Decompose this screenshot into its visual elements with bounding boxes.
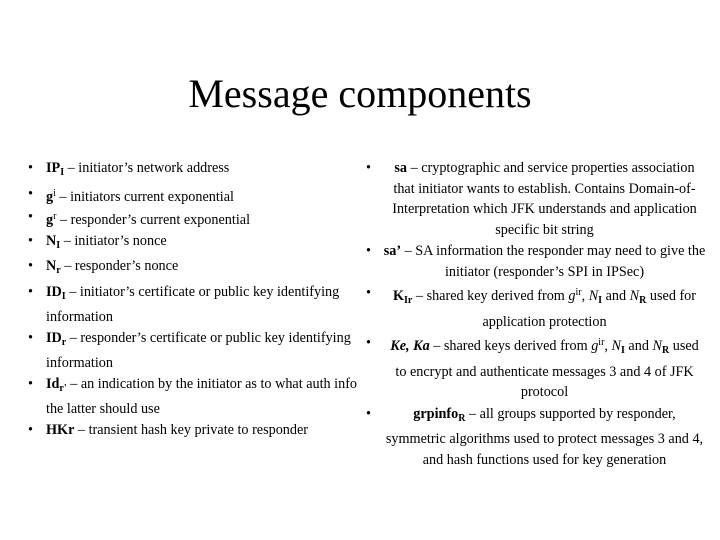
term: K xyxy=(392,288,405,304)
description: – shared keys derived from xyxy=(429,338,592,354)
term: ID xyxy=(46,329,62,346)
term-subscript: r' xyxy=(59,382,67,394)
term: sa’ xyxy=(383,243,402,259)
term: g xyxy=(46,212,54,228)
description: used for application protection xyxy=(482,288,697,330)
bullet-icon: • xyxy=(366,160,371,176)
term-subscript: R xyxy=(458,412,466,424)
term-superscript: r xyxy=(53,211,57,222)
list-item xyxy=(28,282,358,328)
separator: , xyxy=(604,338,612,354)
left-bullet-list xyxy=(28,158,358,440)
description: – initiators current exponential xyxy=(55,188,234,205)
bullet-icon: • xyxy=(28,375,33,392)
description: – responder’s certificate or public key identifying information xyxy=(46,329,351,371)
term-subscript: I xyxy=(61,290,66,302)
term: g xyxy=(46,188,54,205)
math-subscript: I xyxy=(598,295,603,306)
description: used to encrypt and authenticate messages 3 and 4 of JFK protocol xyxy=(395,338,699,400)
list-item xyxy=(366,404,706,471)
bullet-icon: • xyxy=(28,232,33,249)
description: – responder’s current exponential xyxy=(56,212,251,228)
term: HKr xyxy=(46,421,75,438)
math-g: g xyxy=(591,338,599,354)
math-superscript: ir xyxy=(598,337,605,348)
bullet-icon: • xyxy=(28,283,33,300)
conjunction: and xyxy=(602,288,630,304)
bullet-icon: • xyxy=(366,405,371,422)
math-nonce: N xyxy=(611,338,621,354)
term-superscript: i xyxy=(53,187,56,199)
description: – transient hash key private to responder xyxy=(74,421,309,438)
math-subscript: I xyxy=(620,345,625,356)
list-item xyxy=(366,158,706,240)
slide-title: Message components xyxy=(188,71,532,116)
list-item xyxy=(366,283,706,332)
description: – all groups supported by responder, symmetric algorithms used to protect messages 3 and 4, and hash functions used for key generation xyxy=(385,405,704,468)
description: – initiator’s nonce xyxy=(60,232,167,249)
term: N xyxy=(46,258,57,274)
list-item xyxy=(28,256,358,282)
bullet-icon: • xyxy=(366,243,371,259)
bullet-icon: • xyxy=(28,329,33,346)
bullet-icon: • xyxy=(28,185,33,202)
bullet-icon: • xyxy=(366,285,371,301)
term: Ke, Ka xyxy=(390,338,430,354)
math-subscript: R xyxy=(639,295,647,306)
description: – shared key derived from xyxy=(412,288,569,304)
list-item xyxy=(28,231,358,257)
list-item xyxy=(28,184,358,208)
list-item xyxy=(366,333,706,403)
term-subscript: I xyxy=(56,239,61,251)
description: – responder’s nonce xyxy=(60,258,179,274)
list-item xyxy=(366,241,706,282)
right-bullet-list xyxy=(366,158,706,470)
conjunction: and xyxy=(624,338,653,354)
math-g: g xyxy=(568,288,576,304)
math-nonce: N xyxy=(629,288,640,304)
description: – SA information the responder may need to give the initiator (responder’s SPI in IPSec) xyxy=(401,243,706,280)
description: – initiator’s network address xyxy=(64,160,230,176)
description: – initiator’s certificate or public key identifying information xyxy=(46,283,340,325)
term: IP xyxy=(46,160,61,176)
term: grpinfo xyxy=(413,405,459,422)
list-item xyxy=(28,328,358,374)
description: – cryptographic and service properties association that initiator wants to establish. Contains Domain-of-Interpretation which JFK understands and application specific bit string xyxy=(392,160,697,238)
term-subscript: r xyxy=(56,265,61,276)
term-subscript: Ir xyxy=(404,295,413,306)
math-nonce: N xyxy=(588,288,599,304)
separator: , xyxy=(581,288,589,304)
term-subscript: r xyxy=(61,336,67,348)
term: Id xyxy=(46,375,60,392)
bullet-icon: • xyxy=(28,209,33,225)
list-item xyxy=(28,158,358,184)
bullet-icon: • xyxy=(366,335,371,351)
bullet-icon: • xyxy=(28,160,33,176)
term: ID xyxy=(46,283,62,300)
term-subscript: I xyxy=(60,167,65,178)
description: – an indication by the initiator as to what auth info the latter should use xyxy=(46,375,358,417)
bullet-icon: • xyxy=(28,258,33,274)
math-subscript: R xyxy=(661,345,670,356)
list-item xyxy=(28,207,358,231)
list-item xyxy=(28,420,358,441)
term: sa xyxy=(394,160,408,176)
list-item xyxy=(28,374,358,420)
math-nonce: N xyxy=(652,338,662,354)
bullet-icon: • xyxy=(28,421,33,438)
math-superscript: ir xyxy=(575,287,582,298)
term: N xyxy=(46,232,57,249)
